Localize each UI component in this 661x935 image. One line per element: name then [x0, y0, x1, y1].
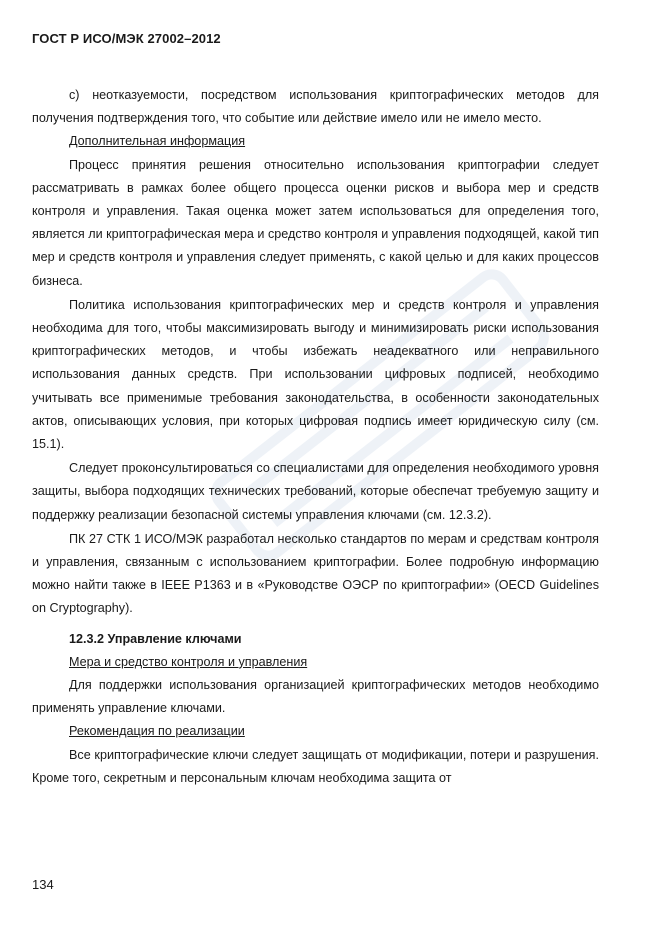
document-header: ГОСТ Р ИСО/МЭК 27002–2012 — [32, 31, 221, 46]
paragraph-consult-specialists: Следует проконсультироваться со специалистами для определения необходимого уровня защиты, выбора подходящих технических требований, которые обеспечат требуемую защиту и поддержку реализации безопасной системы управления ключами (см. 12.3.2). — [32, 461, 599, 522]
paragraph-key-management: Для поддержки использования организацией криптографических методов необходимо применять управление ключами. — [32, 678, 599, 716]
paragraph-nonrepudiation: c) неотказуемости, посредством использования криптографических методов для получения подтверждения того, что событие или действие имело или не имело место. — [32, 88, 599, 126]
paragraph-standards: ПК 27 СТК 1 ИСО/МЭК разработал несколько стандартов по мерам и средствам контроля и управления, связанным с использованием криптографии. Более подробную информацию можно найти также в IEEE P1363 и в «Руководстве ОЭСР по криптографии» (OECD Guidelines on Cryptography). — [32, 531, 599, 616]
page-number: 134 — [32, 877, 54, 892]
subheading-additional-info: Дополнительная информация — [69, 134, 246, 149]
paragraph-key-protection: Все криптографические ключи следует защищать от модификации, потери и разрушения. Кроме того, секретным и персональным ключам необходима защита от — [32, 747, 599, 785]
document-body — [32, 84, 599, 790]
section-title: 12.3.2 Управление ключами — [69, 631, 242, 646]
subheading-implementation: Рекомендация по реализации — [69, 724, 245, 739]
paragraph-decision-process: Процесс принятия решения относительно использования криптографии следует рассматривать в рамках более общего процесса оценки рисков и выбора мер и средств контроля и управления. Такая оценка может затем использоваться для определения того, является ли криптографическая мера и средство контроля и управления подходящей, какой тип мер и средств контроля и управления следует применять, с какой целью и для каких процессов бизнеса. — [32, 157, 599, 288]
paragraph-crypto-policy: Политика использования криптографических мер и средств контроля и управления необходима для того, чтобы максимизировать выгоду и минимизировать риски использования криптографических методов, и чтобы избежать неадекватного или неправильного использования данных средств. При использовании цифровых подписей, необходимо учитывать все применимые требования законодательства, в особенности законодательных актов, описывающих условия, при которых цифровая подпись имеет юридическую силу (см. 15.1). — [32, 297, 599, 452]
subheading-control: Мера и средство контроля и управления — [69, 654, 308, 669]
